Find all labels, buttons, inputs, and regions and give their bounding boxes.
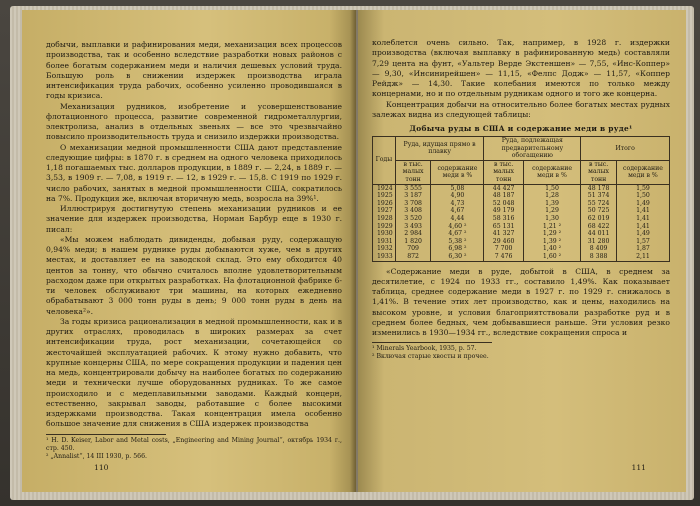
table-cell: 4,67	[431, 207, 484, 215]
paragraph: Иллюстрируя достигнутую степень механизации рудников и ее значение для издержек производства, Норман Барбур еще в 1930 г. писал:	[46, 204, 342, 234]
table-cell: 55 724	[581, 200, 617, 208]
table-header-year: Годы	[373, 137, 396, 185]
table-cell: 5,08	[431, 184, 484, 192]
table-subheader: в тыс. малых тонн	[581, 160, 617, 184]
table-cell: 48 178	[581, 184, 617, 192]
table-cell: 41 327	[484, 230, 523, 238]
table-cell: 5,38 ²	[431, 238, 484, 246]
table-cell: 1927	[373, 207, 396, 215]
table-cell: 31 280	[581, 238, 617, 246]
table-cell: 8 388	[581, 253, 617, 261]
table-cell: 3 408	[395, 207, 431, 215]
paragraph: О механизации медной промышленности США дают представление следующие цифры: в 1870 г. в среднем на одного человека приходилось 1,18 погашаемых тыс. долларов продукции, в 1889 г. — 2,24, в 1889 г. — 3,53, в 1909 г. — 7,08, в 1919 г. — 12, в 1929 г. — 15,8. С 1919 по 1929 г. число рабочих, занятых в медной промышленности США, сократилось на 7%. Продукция же, включая вторичную медь, возросла на 39%¹.	[46, 142, 342, 203]
table-cell: 49 179	[484, 207, 523, 215]
table-cell: 1,60 ²	[523, 253, 580, 261]
table-subheader: в тыс. малых тонн	[484, 160, 523, 184]
table-cell: 1,50	[616, 192, 669, 200]
ore-production-table	[372, 136, 670, 262]
table-cell: 4,44	[431, 215, 484, 223]
table-cell: 3 520	[395, 215, 431, 223]
table-cell: 7 476	[484, 253, 523, 261]
table-cell: 1924	[373, 184, 396, 192]
table-row	[373, 223, 670, 231]
table-cell: 1,41	[616, 207, 669, 215]
paragraph: Концентрация добычи на относительно более богатых местах рудных залежах видна из следующей таблицы:	[372, 99, 670, 119]
page-number: 111	[631, 463, 646, 472]
table-cell: 1,29	[523, 207, 580, 215]
table-cell: 4,90	[431, 192, 484, 200]
table-cell: 29 460	[484, 238, 523, 246]
table-cell: 6,30 ²	[431, 253, 484, 261]
table-cell: 1,50	[523, 184, 580, 192]
footnote-rule	[46, 434, 166, 435]
table-cell: 1,40 ²	[523, 245, 580, 253]
table-cell: 3 187	[395, 192, 431, 200]
table-cell: 872	[395, 253, 431, 261]
footnote: ² Включая старые хвосты и прочее.	[372, 353, 489, 361]
table-subheader: содержание меди в %	[431, 160, 484, 184]
table-cell: 3 708	[395, 200, 431, 208]
table-cell: 1,59	[616, 184, 669, 192]
table-cell: 1932	[373, 245, 396, 253]
table-cell: 7 700	[484, 245, 523, 253]
table-cell: 1,28	[523, 192, 580, 200]
table-row	[373, 238, 670, 246]
table-cell: 44 011	[581, 230, 617, 238]
footnote: ² „Annalist“, 14 III 1930, p. 566.	[46, 452, 147, 460]
table-cell: 1929	[373, 223, 396, 231]
table-cell: 1930	[373, 230, 396, 238]
table-cell: 1,29 ²	[523, 230, 580, 238]
table-header-direct-ore: Руда, идущая прямо в плавку	[395, 137, 484, 161]
table-cell: 1,41	[616, 223, 669, 231]
table-header-concentrating-ore: Руда, подлежащая предварительному обогащению	[484, 137, 581, 161]
table-cell: 1,49	[616, 200, 669, 208]
table-subheader: содержание меди в %	[523, 160, 580, 184]
paragraph: Механизация рудников, изобретение и усовершенствование флотационного процесса, развитие современной гидрометаллургии, электролиза, анализ в отдельных звеньях — все это чрезвычайно повысило производительность труда и снизило издержки производства.	[46, 101, 342, 142]
table-cell: 709	[395, 245, 431, 253]
table-cell: 50 725	[581, 207, 617, 215]
page-number: 110	[94, 463, 109, 472]
table-cell: 1,39	[523, 200, 580, 208]
table-cell: 8 409	[581, 245, 617, 253]
paragraph: «Содержание меди в руде, добытой в США, в среднем за десятилетие, с 1924 по 1933 гг., составило 1,49%. Как показывает таблица, среднее содержание меди в 1927 г. по 1929 г. снижалось в 1,41%. В течение этих лет производство, как и цены, находились на высоком уровне, и условия благоприятствовали разработке руд и в среднем более бедных, чем добывавшиеся раньше. Эти условия резко изменились в 1930—1934 гг., вследствие сокращения спроса и	[372, 266, 670, 337]
table-subheader: в тыс. малых тонн	[395, 160, 431, 184]
table-caption: Добыча руды в США и содержание меди в руде¹	[409, 124, 633, 133]
table-cell: 51 374	[581, 192, 617, 200]
table-cell: 58 316	[484, 215, 523, 223]
table-cell: 1,49	[616, 230, 669, 238]
paragraph: колеблется очень сильно. Так, например, в 1928 г. издержки производства (включая выплавку в рафинированную медь) составляли 7,29 цента на фунт, «Уальтер Верде Экстеншен» — 7,55, «Инс-Коппер» — 9,30, «Инсинирейшен» — 11,15, «Фелпс Додж» — 11,57, «Коппер Рейдж» — 14,30. Такие колебания имеются по только между концернами, но и по отдельным рудникам одного и того же концерна.	[372, 38, 670, 99]
table-cell: 1,21 ²	[523, 223, 580, 231]
table-subheader: содержание меди в %	[616, 160, 669, 184]
table-cell: 62 019	[581, 215, 617, 223]
table-row	[373, 184, 670, 192]
table-row	[373, 200, 670, 208]
left-page	[22, 10, 356, 492]
table-cell: 1,41	[616, 215, 669, 223]
table-cell: 65 131	[484, 223, 523, 231]
table-cell: 1,87	[616, 245, 669, 253]
table-row	[373, 192, 670, 200]
table-cell: 2 984	[395, 230, 431, 238]
table-row	[373, 230, 670, 238]
footnote: ¹ H. D. Keiser, Labor and Metal costs, „Engineering and Mining Journal“, октябрь 1934 г., стр. 450.	[46, 436, 342, 452]
table-cell: 1933	[373, 253, 396, 261]
table-cell: 1 820	[395, 238, 431, 246]
table-row	[373, 215, 670, 223]
table-cell: 4,67 ²	[431, 230, 484, 238]
table-cell: 1,30	[523, 215, 580, 223]
table-cell: 1925	[373, 192, 396, 200]
table-cell: 2,11	[616, 253, 669, 261]
table-row	[373, 245, 670, 253]
table-cell: 48 187	[484, 192, 523, 200]
table-cell: 6,98 ²	[431, 245, 484, 253]
footnote-rule	[372, 342, 492, 343]
table-cell: 1931	[373, 238, 396, 246]
quotation: «Мы можем наблюдать дивиденды, добывая руду, содержащую 0,94% меди; в нашем руднике руды добываются хуже, чем в других местах, и доставляет ее на заводской склад. Это ему обходится 40 центов за тонну, что обычно считалось вполне удовлетворительным расходом даже при открытых разработках. На флотационной фабрике 6-ти человек обслуживают три машины, на которых ежедневно обрабатывают 3 000 тонн руды в день; 9 000 тонн руды в день на человека²».	[46, 234, 342, 316]
table-cell: 68 422	[581, 223, 617, 231]
table-cell: 44 427	[484, 184, 523, 192]
table-cell: 1,39 ²	[523, 238, 580, 246]
right-page	[358, 10, 686, 492]
table-cell: 4,60 ²	[431, 223, 484, 231]
paragraph: добычи, выплавки и рафинирования меди, механизация всех процессов производства, так и особенно вследствие разработки новых районов с более богатым содержанием меди и наличия дешевых условий труда. Большую роль в снижении издержек производства играла интенсификация труда рабочих, особенно усиленно проводившаяся в годы кризиса.	[46, 40, 342, 101]
table-cell: 1928	[373, 215, 396, 223]
table-row	[373, 253, 670, 261]
table-header-total: Итого	[581, 137, 670, 161]
table-cell: 3 493	[395, 223, 431, 231]
table-cell: 3 555	[395, 184, 431, 192]
table-cell: 1926	[373, 200, 396, 208]
table-cell: 1,57	[616, 238, 669, 246]
table-cell: 4,73	[431, 200, 484, 208]
paragraph: За годы кризиса рационализация в медной промышленности, как и в других отраслях, проводилась в широких размерах за счет интенсификации труда, рост механизации, сочетающейся со жесточайшей эксплуатацией рабочих. К этому нужно добавить, что крупные концерны США, по мере сокращения продукции и падения цен на медь, концентрировали добычу на наиболее богатых по содержанию меди и технически лучше оборудованных рудниках. То же самое происходило и с медеплавильными заводами. Каждый концерн, естественно, закрывал заводы, работавшие с более высокими издержками производства. Такая концентрация имела особенно большое значение для снижения в США издержек производства	[46, 316, 342, 429]
footnote: ¹ Minerals Yearbook, 1935, p. 57.	[372, 345, 477, 353]
table-cell: 52 048	[484, 200, 523, 208]
table-row	[373, 207, 670, 215]
